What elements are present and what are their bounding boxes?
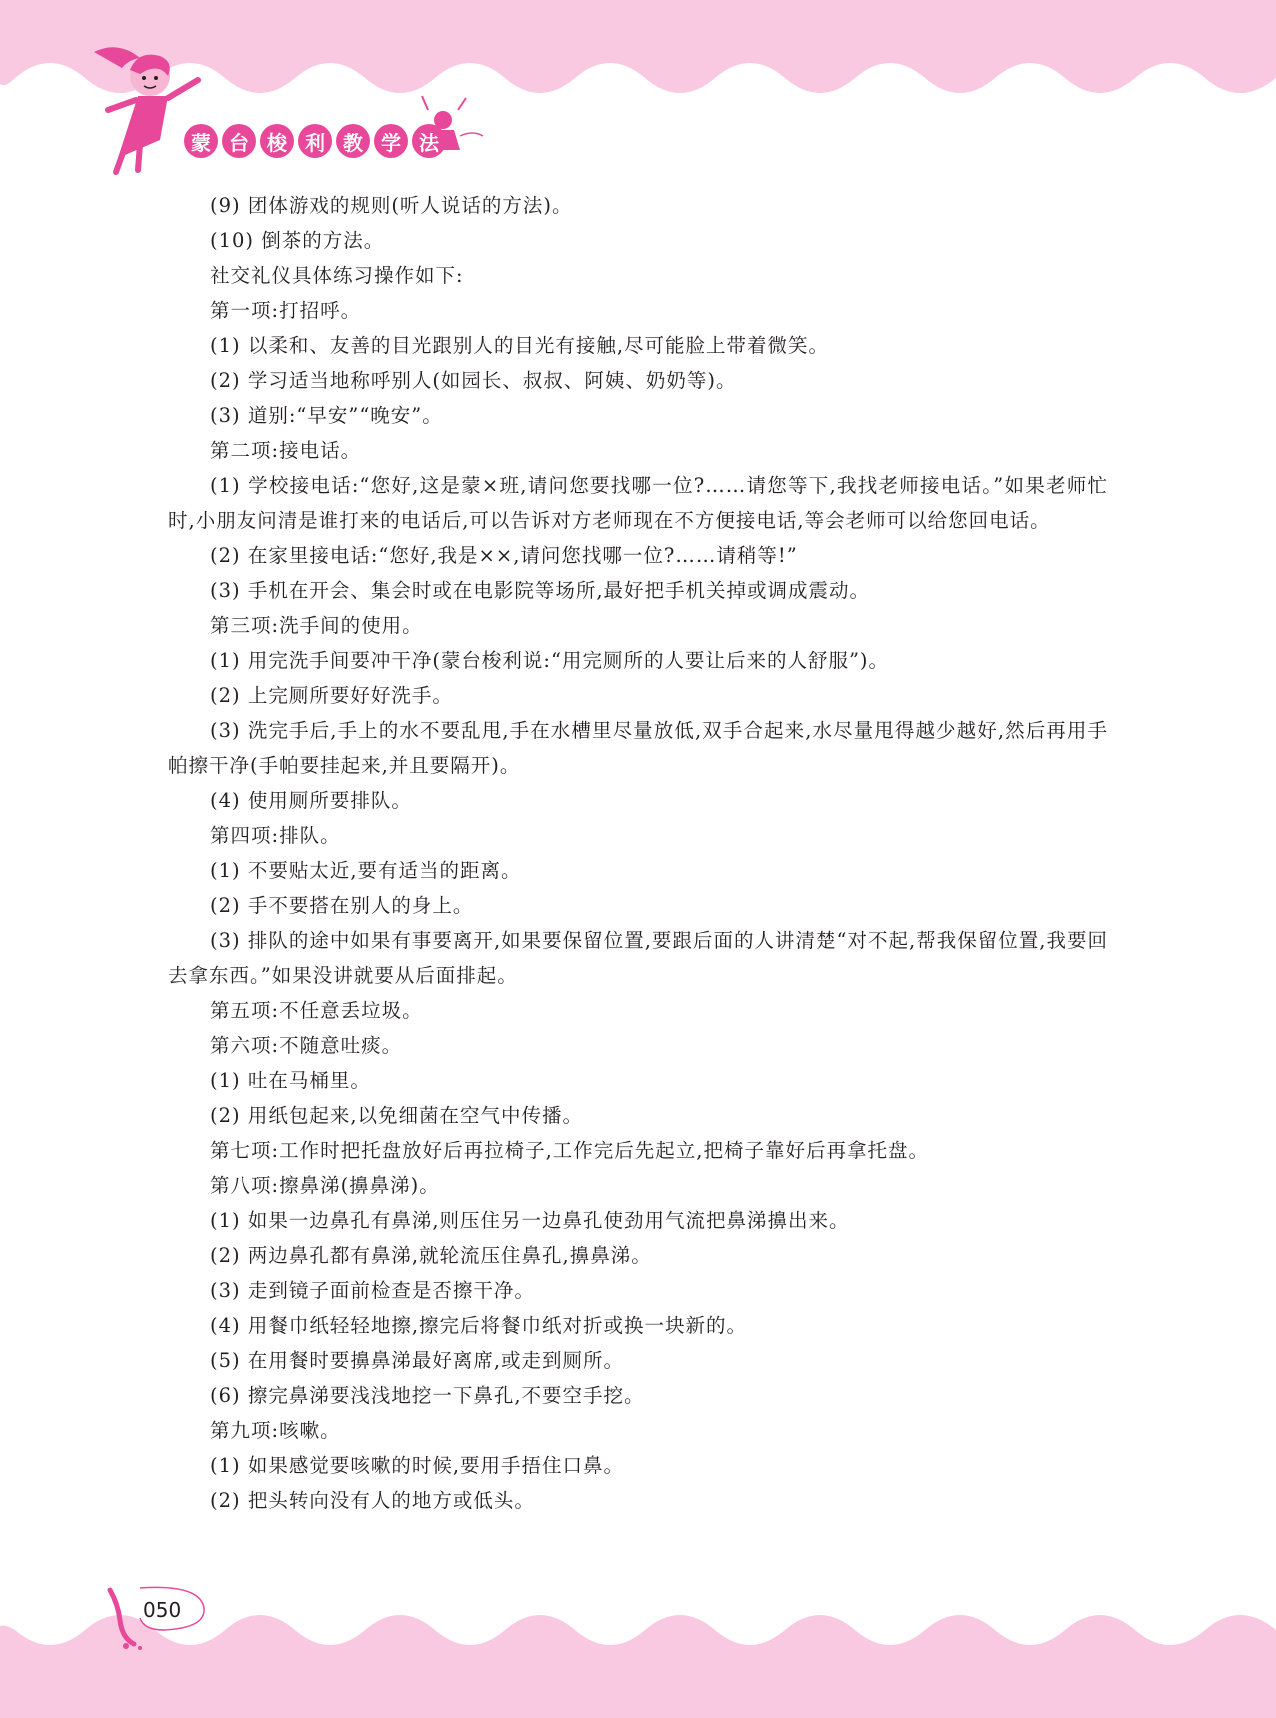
paragraph: (3) 手机在开会、集会时或在电影院等场所,最好把手机关掉或调成震动。 — [210, 579, 871, 602]
book-title — [184, 124, 446, 158]
flying-girl-icon — [94, 47, 198, 172]
paragraph: (2) 在家里接电话:“您好,我是××,请问您找哪一位?……请稍等!” — [210, 544, 798, 567]
paragraph: 第一项:打招呼。 — [210, 299, 362, 322]
paragraph: (3) 走到镜子面前检查是否擦干净。 — [210, 1279, 535, 1302]
paragraph: (1) 不要贴太近,要有适当的距离。 — [210, 859, 522, 882]
paragraph: (1) 以柔和、友善的目光跟别人的目光有接触,尽可能脸上带着微笑。 — [210, 334, 830, 357]
paragraph: 第九项:咳嗽。 — [210, 1419, 341, 1442]
paragraph: (2) 用纸包起来,以免细菌在空气中传播。 — [210, 1104, 584, 1127]
title-char: 台 — [222, 124, 256, 158]
title-char: 教 — [336, 124, 370, 158]
paragraph: 社交礼仪具体练习操作如下: — [210, 264, 464, 287]
page-body — [168, 188, 1108, 1518]
paragraph: 第二项:接电话。 — [210, 439, 362, 462]
paragraph: (5) 在用餐时要擤鼻涕最好离席,或走到厕所。 — [210, 1349, 625, 1372]
paragraph: (3) 道别:“早安”“晚安”。 — [210, 404, 443, 427]
paragraph: (10) 倒茶的方法。 — [210, 229, 385, 252]
paragraph: (1) 如果感觉要咳嗽的时候,要用手捂住口鼻。 — [210, 1454, 625, 1477]
header-illustration — [88, 40, 548, 180]
title-char: 梭 — [260, 124, 294, 158]
paragraph: (4) 用餐巾纸轻轻地擦,擦完后将餐巾纸对折或换一块新的。 — [210, 1314, 748, 1337]
title-char: 学 — [374, 124, 408, 158]
paragraph: (9) 团体游戏的规则(听人说话的方法)。 — [210, 194, 573, 217]
paragraph: (2) 手不要搭在别人的身上。 — [210, 894, 474, 917]
paragraph: (3) 排队的途中如果有事要离开,如果要保留位置,要跟后面的人讲清楚“对不起,帮我保留位置,我要回去拿东西。”如果没讲就要从后面排起。 — [168, 929, 1108, 987]
paragraph: 第六项:不随意吐痰。 — [210, 1034, 403, 1057]
paragraph: 第七项:工作时把托盘放好后再拉椅子,工作完后先起立,把椅子靠好后再拿托盘。 — [210, 1139, 929, 1162]
paragraph: (1) 学校接电话:“您好,这是蒙×班,请问您要找哪一位?……请您等下,我找老师接电话。”如果老师忙时,小朋友问清是谁打来的电话后,可以告诉对方老师现在不方便接电话,等会老师可以给您回电话。 — [168, 474, 1108, 532]
page-number: 050 — [143, 1598, 182, 1622]
paragraph: 第四项:排队。 — [210, 824, 341, 847]
paragraph: (2) 把头转向没有人的地方或低头。 — [210, 1489, 535, 1512]
title-char: 蒙 — [184, 124, 218, 158]
paragraph: (1) 用完洗手间要冲干净(蒙台梭利说:“用完厕所的人要让后来的人舒服”)。 — [210, 649, 890, 672]
paragraph: (2) 两边鼻孔都有鼻涕,就轮流压住鼻孔,擤鼻涕。 — [210, 1244, 652, 1267]
paragraph: (3) 洗完手后,手上的水不要乱甩,手在水槽里尽量放低,双手合起来,水尽量甩得越少越好,然后再用手帕擦干净(手帕要挂起来,并且要隔开)。 — [168, 719, 1108, 777]
paragraph: 第三项:洗手间的使用。 — [210, 614, 423, 637]
paragraph: (1) 吐在马桶里。 — [210, 1069, 371, 1092]
paragraph: (2) 上完厕所要好好洗手。 — [210, 684, 453, 707]
paragraph: (4) 使用厕所要排队。 — [210, 789, 412, 812]
title-char: 法 — [412, 124, 446, 158]
paragraph: 第五项:不任意丢垃圾。 — [210, 999, 423, 1022]
paragraph: (1) 如果一边鼻孔有鼻涕,则压住另一边鼻孔使劲用气流把鼻涕擤出来。 — [210, 1209, 850, 1232]
title-char: 利 — [298, 124, 332, 158]
paragraph: (2) 学习适当地称呼别人(如园长、叔叔、阿姨、奶奶等)。 — [210, 369, 737, 392]
paragraph: 第八项:擦鼻涕(擤鼻涕)。 — [210, 1174, 440, 1197]
paragraph: (6) 擦完鼻涕要浅浅地挖一下鼻孔,不要空手挖。 — [210, 1384, 645, 1407]
